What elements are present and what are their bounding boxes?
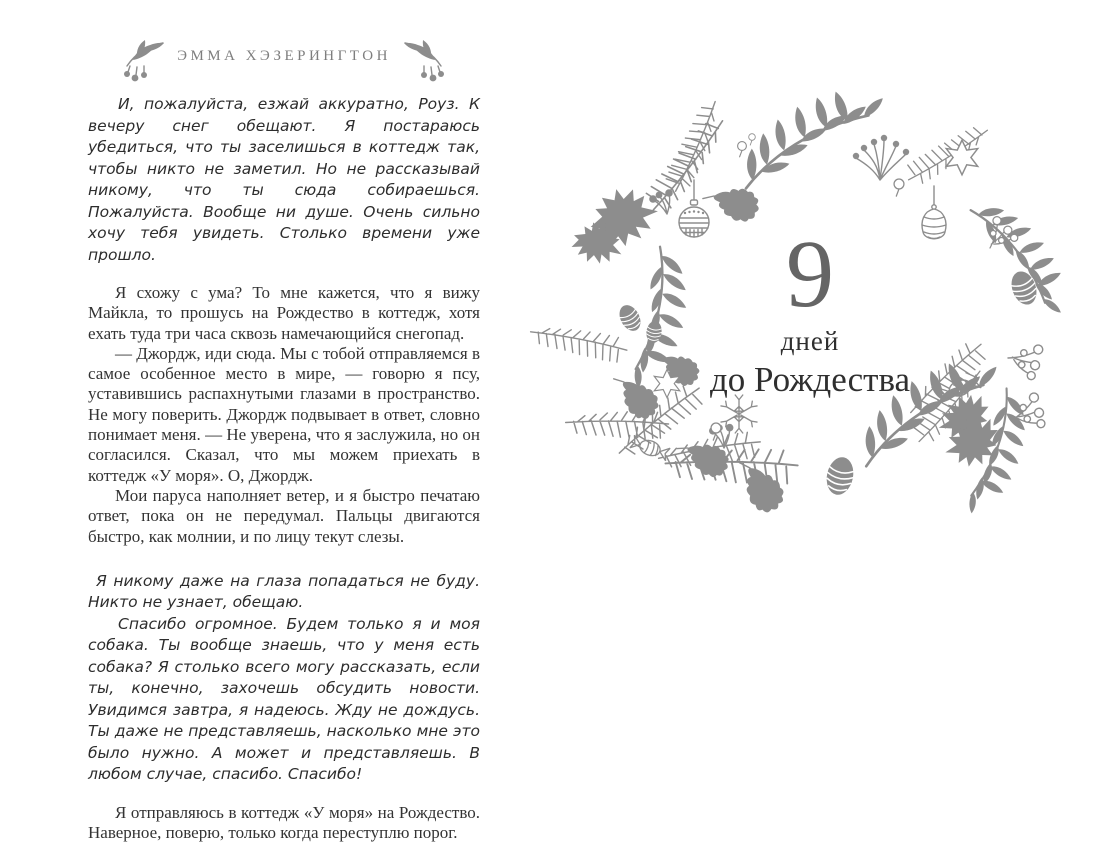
oak-leaf-icon: [733, 451, 789, 518]
oak-leaf-icon: [700, 174, 764, 227]
pinecone-icon: [823, 455, 856, 498]
left-page: [88, 36, 480, 843]
paragraph: — Джордж, иди сюда. Мы с тобой отправляемся в самое особенное место в мире, — говорю я псу, уставившись распахнутыми глазами в пространство. Не могу поверить. Джордж подвывает в ответ, словно понимает меня. — Не уверена, что я заслужила, но он согласился. Сказал, что мы можем приехать в коттедж «У моря». О, Джордж.: [88, 343, 480, 485]
author-name: ЭММА ХЭЗЕРИНГТОН: [177, 48, 391, 64]
fir-branch-icon: [651, 97, 740, 196]
berry-outline-icon: [711, 423, 721, 440]
leaf-berry-sprig-icon: [399, 36, 445, 84]
running-header: [88, 36, 480, 88]
paragraph: Мои паруса наполняет ветер, и я быстро печатаю ответ, пока он не передумал. Пальцы двигаются быстро, как молнии, и по лицу текут слезы.: [88, 485, 480, 546]
body-text-column: [88, 94, 480, 843]
chapter-countdown: [575, 220, 1045, 400]
paragraph-handwritten: И, пожалуйста, езжай аккуратно, Роуз. К вечеру снег обещают. Я постараюсь убедиться, что ты заселишься в коттедж так, чтобы никто не заметил. Но не рассказывай никому, что ты сюда собираешься. Пожалуйста. Вообще ни душе. Очень сильно хочу тебя увидеть. Столько времени уже прошло.: [88, 95, 480, 264]
leaf-branch-icon: [724, 72, 896, 191]
berry-outline-icon: [894, 179, 904, 196]
countdown-unit: дней: [780, 326, 840, 356]
paragraph: Я схожу с ума? То мне кажется, что я вижу Майкла, то прошусь на Рождество в коттедж, хотя ехать туда три часа сквозь намечающийся снегопад.: [88, 283, 480, 343]
berry-outline-icon: [749, 134, 756, 145]
paragraph-handwritten: Спасибо огромное. Будем только я и моя собака. Ты вообще знаешь, что у меня есть собака? Я столько всего могу рассказать, если ты, конечно, захочешь обсудить новости. Увидимся завтра, я надеюсь. Жду не дождусь. Ты даже не представляешь, насколько мне это было нужно. А может и представляешь. В любом случае, спасибо. Спасибо!: [88, 614, 480, 784]
star-icon: [946, 140, 978, 175]
paragraph: Я отправляюсь в коттедж «У моря» на Рождество. Наверное, поверю, только когда переступлю порог.: [88, 802, 480, 843]
countdown-suffix: до Рождества: [709, 360, 911, 399]
berry-outline-icon: [738, 142, 747, 157]
paragraph-handwritten: Я никому даже на глаза попадаться не буду. Никто не узнает, обещаю.: [88, 571, 480, 612]
leaf-berry-sprig-icon: [123, 36, 169, 84]
fir-branch-icon: [899, 124, 996, 187]
berry-fan-icon: [853, 135, 909, 180]
drop-ornament-icon: [922, 186, 946, 239]
countdown-number: 9: [786, 220, 834, 327]
